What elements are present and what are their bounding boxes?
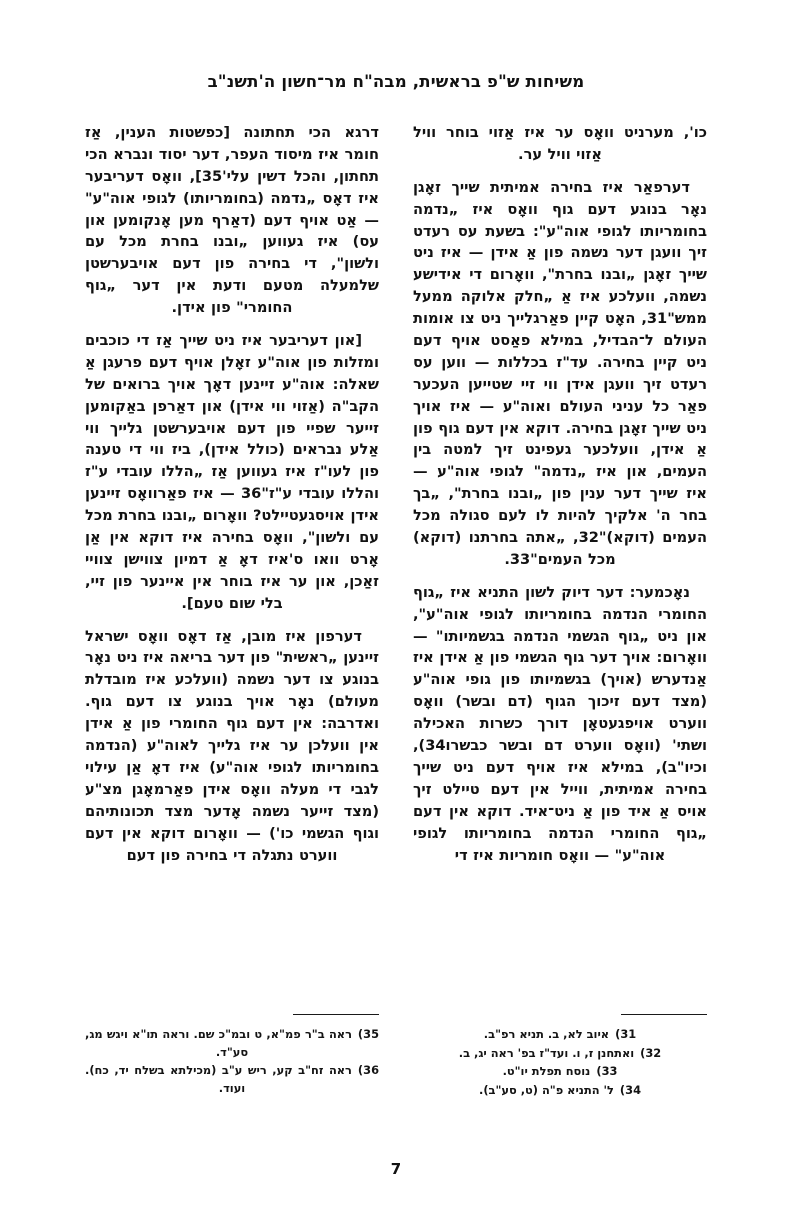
footnote-text: ראה זח"ב קע, ריש ע"ב (מכילתא בשלח יד, כח). ועוד. <box>85 1063 352 1096</box>
page-number: 7 <box>390 1160 402 1178</box>
footnotes-area <box>85 1014 707 1101</box>
footnote-text: נוסח תפלת יו"ט. <box>502 1064 591 1079</box>
paragraph: נאָכמער: דער דיוק לשון התניא איז „גוף החומרי הנדמה בחומריותו לגופי אוה"ע", און ניט „גוף הגשמי הנדמה בגשמיותו" — וואָרום: אויך דער גוף הגשמי פון אַ אידן איז אַנדערש (אויך) בגשמיותו פון גופי אוה"ע (מצד דעם זיכוך הגוף (דם ובשר) וואָס ווערט אויפגעטאָן דורך כשרות האכילה ושתי' (וואָס ווערט דם ובשר כבשרו34), וכיו"ב), במילא איז אויף דעם ניט שייך בחירה אמיתית, ווייל אין דעם טיילט זיך אויס אַ איד פון אַ ניט־איד. דוקא אין דעם „גוף החומרי הנדמה בחומריותו לגופי אוה"ע" — וואָס חומריות איז די <box>413 583 707 864</box>
footnote-separator-rule <box>621 1014 707 1015</box>
paragraph: דרגא הכי תחתונה [כפשטות הענין, אַז חומר איז מיסוד העפר, דער יסוד ונברא הכי תחתון, והכל דשין עלי'35], וואָס דעריבער איז דאָס „נדמה (בחומריותו) לגופי אוה"ע" — אַט אויף דעם (דאַרף מען אָנקומען און עס) איז געווען „ובנו בחרת מכל עם ולשון", די בחירה פון דעם אויבערשטן שלמעלה מטעם ודעת אין דער „גוף החומרי" פון אידן. <box>85 124 379 317</box>
footnote-item <box>85 1026 379 1061</box>
footnote-number: 32) <box>640 1045 662 1060</box>
body-columns <box>85 122 707 1002</box>
column-left <box>85 122 379 1002</box>
footnote-item <box>413 1026 707 1044</box>
footnote-number: 36) <box>357 1063 379 1078</box>
footnote-item <box>413 1082 707 1100</box>
paragraph: כו', מערניט וואָס ער איז אַזוי בוחר וויל אַזוי וויל ער. <box>413 124 707 163</box>
footnote-text: איוב לא, ב. תניא רפ"ב. <box>483 1027 610 1041</box>
footnote-number: 34) <box>619 1083 641 1098</box>
footnote-item <box>413 1063 707 1081</box>
footnote-text: ראה ב"ר פמ"א, ט ובמ"כ שם. וראה תו"א ויגש מג, סע"ד. <box>85 1027 352 1059</box>
footnote-number: 35) <box>357 1027 379 1041</box>
footnote-separator-rule <box>293 1014 379 1015</box>
paragraph: דערפון איז מובן, אַז דאָס וואָס ישראל זיינען „ראשית" פון דער בריאה איז ניט נאָר בנוגע צו דער נשמה (וועלכע איז מובדלת מעולם) נאָר אויך בנוגע צו דעם גוף. ואדרבה: אין דעם גוף החומרי פון אַ אידן אין וועלכן ער איז גלייך לאוה"ע (הנדמה בחומריותו לגופי אוה"ע) איז דאָ אַן עילוי לגבי די מעלה וואָס אידן פאַרמאָגן מצ"ע (מצד זייער נשמה אָדער מצד תכונותיהם וגוף הגשמי כו') — וואָרום דוקא אין דעם ווערט נתגלה די בחירה פון דעם <box>85 627 379 864</box>
footnote-number: 31) <box>615 1027 637 1041</box>
footnotes-column-right <box>413 1014 707 1101</box>
footnote-text: ל' התניא פ"ה (ט, סע"ב). <box>479 1083 614 1098</box>
footnote-item <box>413 1045 707 1063</box>
running-head: משיחות ש"פ בראשית, מבה"ח מר־חשון ה'תשנ"ב <box>207 72 585 91</box>
paragraph: דערפאַר איז בחירה אמיתית שייך זאָגן נאָר בנוגע דעם גוף וואָס איז „נדמה בחומריותו לגופי אוה"ע": בשעת עס רעדט זיך וועגן דער נשמה פון אַ אידן — איז ניט שייך זאָגן „ובנו בחרת", וואָרום די אידישע נשמה, וועלכע איז אַ „חלק אלוקה ממעל ממש"31, האָט קיין פאַרגלייך ניט צו אומות העולם ל־הבדיל, במילא פאַסט אויף דעם ניט קיין בחירה. עד"ז בכללות — ווען עס רעדט זיך וועגן אידן ווי זיי שטייען העכער פאַר כל עניני העולם ואוה"ע — איז אויך ניט שייך זאָגן בחירה. דוקא אין דעם גוף פון אַ אידן, וועלכער געפינט זיך למטה בין העמים, און איז „נדמה" לגופי אוה"ע — איז שייך דער ענין פון „ובנו בחרת", „בך בחר ה' אלקיך להיות לו לעם סגולה מכל העמים (דוקא)"32, „אתה בחרתנו (דוקא) מכל העמים"33. <box>413 178 707 568</box>
column-right <box>413 122 707 1002</box>
footnote-number: 33) <box>596 1064 618 1079</box>
footnotes-column-left <box>85 1014 379 1101</box>
paragraph: [און דעריבער איז ניט שייך אַז די כוכבים ומזלות פון אוה"ע זאָלן אויף דעם פרעגן אַ שאלה: אוה"ע זיינען דאָך אויך ברואים של הקב"ה (אַזוי ווי אידן) און דאַרפן באַקומען זייער שפיי פון דעם אויבערשטן גלייך ווי אַלע נבראים (כולל אידן), ביז ווי די טענה פון לעו"ז איז געווען אַז „הללו עובדי ע"ז והללו עובדי ע"ז"36 — איז פאַרוואָס זיינען אידן אויסגעטיילט? וואָרום „ובנו בחרת מכל עם ולשון", וואָס בחירה איז דוקא אין אַן אָרט וואו ס'איז דאָ אַ דמיון צווישן צוויי זאַכן, און ער איז בוחר אין איינער פון זיי, בלי שום טעם]. <box>85 332 379 612</box>
footnote-text: ואתחנן ז, ו. ועד"ז בפ' ראה יג, ב. <box>458 1045 635 1060</box>
footnote-item <box>85 1062 379 1097</box>
